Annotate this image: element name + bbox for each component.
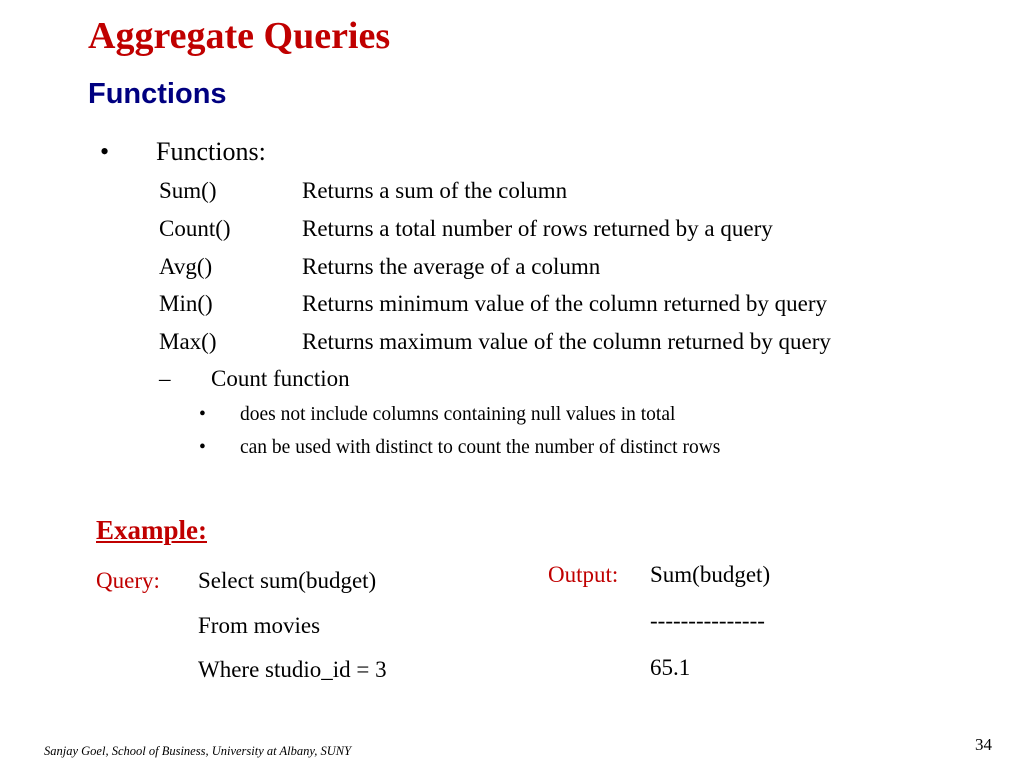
slide-subtitle: Functions <box>88 78 227 110</box>
function-name: Count() <box>159 216 231 241</box>
page-number: 34 <box>975 735 992 754</box>
function-description: Returns the average of a column <box>302 254 601 279</box>
query-line: From movies <box>198 613 321 638</box>
query-line: Where studio_id = 3 <box>198 657 387 682</box>
function-name: Max() <box>159 329 217 354</box>
output-separator: --------------- <box>650 608 765 633</box>
function-description: Returns minimum value of the column returned by query <box>302 291 828 316</box>
query-line: Select sum(budget) <box>198 568 377 593</box>
query-label: Query: <box>96 568 160 593</box>
count-note: does not include columns containing null values in total <box>240 404 676 425</box>
bullet-icon: • <box>100 137 110 166</box>
count-note: can be used with distinct to count the number of distinct rows <box>240 437 721 458</box>
function-description: Returns a total number of rows returned by a query <box>302 216 773 241</box>
output-line: Sum(budget) <box>650 562 771 587</box>
slide-title: Aggregate Queries <box>88 15 391 57</box>
output-label: Output: <box>548 562 619 587</box>
bullet-icon: • <box>199 404 206 425</box>
count-function-heading: Count function <box>211 366 350 391</box>
function-description: Returns maximum value of the column returned by query <box>302 329 831 354</box>
function-name: Sum() <box>159 178 217 203</box>
output-value: 65.1 <box>650 655 691 680</box>
functions-heading: Functions: <box>156 137 266 166</box>
bullet-icon: • <box>199 437 206 458</box>
function-name: Avg() <box>159 254 213 279</box>
function-description: Returns a sum of the column <box>302 178 568 203</box>
example-heading: Example: <box>96 515 207 545</box>
dash-icon: – <box>159 366 171 391</box>
function-name: Min() <box>159 291 213 316</box>
footer-credit: Sanjay Goel, School of Business, University at Albany, SUNY <box>44 744 352 758</box>
